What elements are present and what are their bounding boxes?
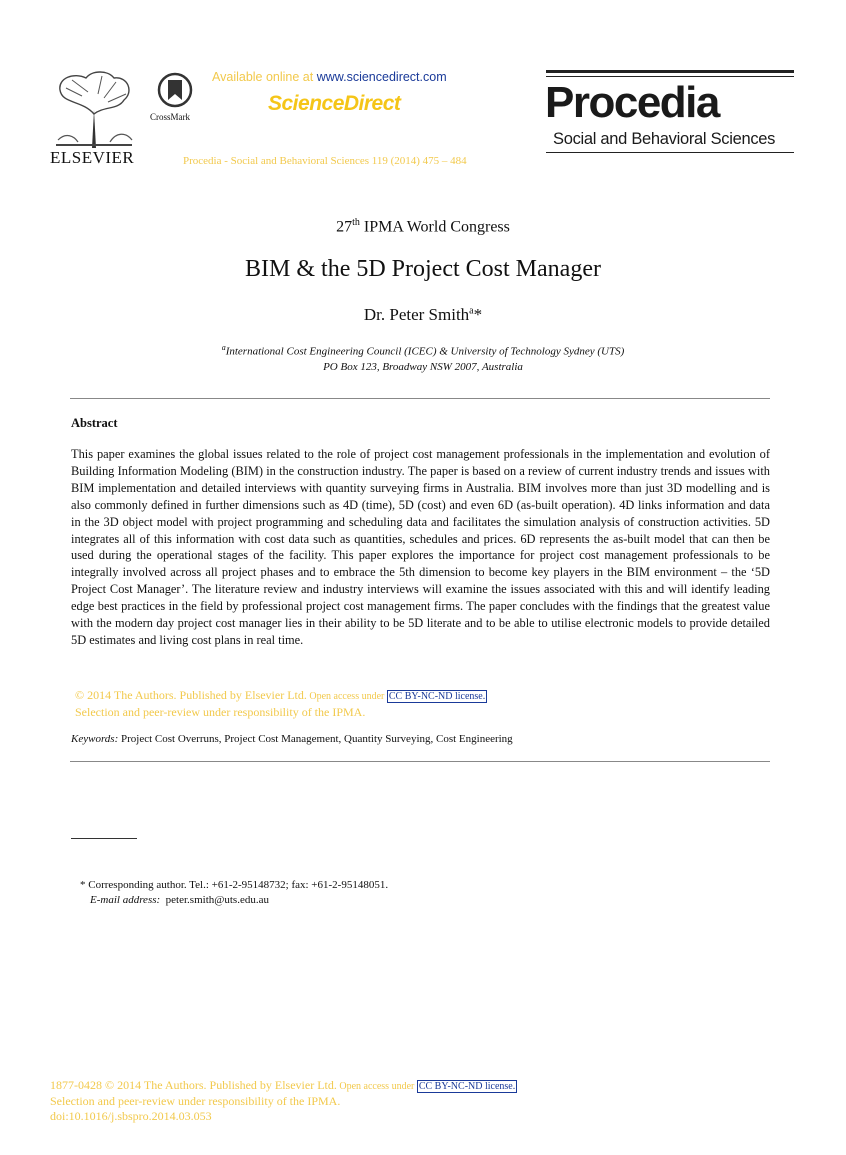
open-access-text: Open access under — [306, 691, 387, 702]
sciencedirect-logo: ScienceDirect — [268, 92, 401, 115]
paper-title: BIM & the 5D Project Cost Manager — [245, 256, 601, 282]
author-sup: a — [469, 305, 474, 317]
congress-sup: th — [352, 217, 360, 228]
author-name: Dr. Peter Smith — [363, 305, 470, 324]
crossmark-label: CrossMark — [150, 112, 190, 122]
author-line — [0, 305, 846, 325]
footnote-rule — [71, 838, 137, 839]
available-prefix: Available online at — [212, 70, 317, 84]
keywords-text: Project Cost Overruns, Project Cost Management, Quantity Surveying, Cost Engineering — [118, 733, 513, 745]
congress-name — [0, 217, 846, 236]
affiliation-sup: a — [221, 343, 226, 352]
footnote — [80, 878, 388, 908]
bottom-license-link[interactable]: CC BY-NC-ND license. — [418, 1081, 516, 1092]
email-label: E-mail address: — [90, 894, 161, 906]
procedia-logo-subtitle: Social and Behavioral Sciences — [553, 130, 776, 148]
abstract-heading: Abstract — [71, 416, 118, 430]
publisher-name: ELSEVIER — [50, 148, 135, 167]
elsevier-tree-icon — [52, 70, 136, 148]
available-online — [212, 70, 447, 84]
procedia-rule-bottom — [546, 152, 794, 153]
procedia-rule-thin — [546, 76, 794, 77]
procedia-logo-title: Procedia — [545, 78, 719, 127]
crossmark-icon[interactable] — [157, 72, 193, 110]
divider-bottom — [70, 761, 770, 762]
copyright-line2: Selection and peer-review under responsibility of the IPMA. — [75, 704, 366, 719]
license-link[interactable]: CC BY-NC-ND license. — [388, 691, 486, 702]
congress-rest: IPMA World Congress — [359, 218, 510, 236]
copyright-notice — [75, 688, 487, 720]
doi[interactable]: doi:10.1016/j.sbspro.2014.03.053 — [50, 1109, 212, 1123]
affiliation — [0, 340, 846, 375]
affiliation-line2: PO Box 123, Broadway NSW 2007, Australia — [323, 360, 523, 373]
abstract-body: This paper examines the global issues related to the role of project cost management professionals in the implementation and evolution of Building Information Modeling (BIM) in the construction industry. The paper is based on a review of current industry trends and issues with BIM implementation and detailed interviews with quantity surveying firms in Australia. BIM involves more than just 3D modelling and is also commonly defined in further dimensions such as 4D (time), 5D (cost) and even 6D (as-built operation). 4D links information and data in the 3D object model with project programming and scheduling data and facilitates the simulation analysis of construction activities. 5D integrates all of this information with cost data such as quantities, schedules and prices. 6D represents the as-built model that can then be used during the operational stages of the facility. This paper explores the importance for project cost management professionals to be integrally involved across all project phases and to embrace the 5th dimension to become key players in the BIM environment – the ‘5D Project Cost Manager’. The literature review and industry interviews will examine the issues associated with this and will identify leading edge best practices in the field by professional project cost management firms. The paper concludes with the findings that the greatest value with the modern day project cost manager lies in their ability to be 5D literate and to be able to utilise electronic models to provide detailed 5D estimates and living cost plans in real time. — [71, 447, 770, 647]
affiliation-line1: International Cost Engineering Council (ICEC) & University of Technology Sydney (UTS) — [225, 345, 625, 358]
email-address[interactable]: peter.smith@uts.edu.au — [165, 894, 269, 906]
publication-info — [50, 1078, 517, 1124]
copyright-line1: © 2014 The Authors. Published by Elsevier Ltd. — [75, 688, 307, 702]
sciencedirect-link[interactable]: www.sciencedirect.com — [316, 70, 447, 84]
divider-top — [70, 398, 770, 399]
keywords-label: Keywords: — [71, 733, 119, 745]
bottom-line2: Selection and peer-review under responsibility of the IPMA. — [50, 1094, 341, 1108]
journal-reference: Procedia - Social and Behavioral Sciences 119 (2014) 475 – 484 — [183, 155, 467, 167]
issn-line: 1877-0428 © 2014 The Authors. Published by Elsevier Ltd. — [50, 1078, 337, 1092]
procedia-rule-top — [546, 70, 794, 73]
footnote-line1: * Corresponding author. Tel.: +61-2-95148732; fax: +61-2-95148051. — [80, 879, 389, 891]
author-mark: * — [473, 305, 483, 324]
keywords — [71, 733, 513, 745]
congress-number: 27 — [336, 218, 353, 236]
bottom-open-access: Open access under — [336, 1081, 417, 1092]
